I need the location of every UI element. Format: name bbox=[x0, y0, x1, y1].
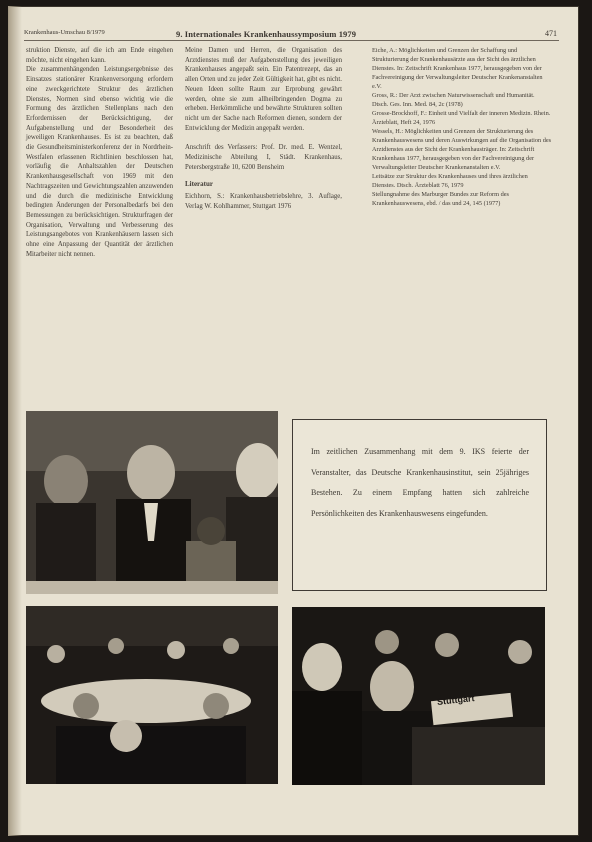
text-column-1 bbox=[26, 46, 173, 259]
photo-caption: Im zeitlichen Zusammenhang mit dem 9. IKS feierte der Veranstalter, das Deutsche Krankenhausinstitut, sein 25jähriges Bestehen. Zu einem Empfang hatten sich zahlreiche Persönlichkeiten des Krankenhauswesens eingefunden. bbox=[311, 447, 529, 519]
header-rule bbox=[24, 40, 559, 41]
photo-reception-conversation bbox=[26, 411, 278, 594]
author-address: Anschrift des Verfassers: Prof. Dr. med. E. Wentzel, Medizinische Abteilung I, Städt. Krankenhaus, Petersbergstraße 10, 6200 Bensheim bbox=[185, 144, 342, 171]
reference-item: Stellungnahme des Marburger Bundes zur Reform des Krankenhauswesens, ebd. / das und 24, 145 (1977) bbox=[372, 191, 509, 207]
reference-item: Grosse-Brockhoff, F.: Einheit und Vielfalt der inneren Medizin. Rhein. Ärzteblatt, Heft 24, 1976 bbox=[372, 110, 551, 126]
running-head-left: Krankenhaus-Umschau 8/1979 bbox=[24, 29, 105, 36]
reference-item: Eichhorn, S.: Krankenhausbetriebslehre, 3. Auflage, Verlag W. Kohlhammer, Stuttgart 1976 bbox=[185, 193, 342, 210]
paragraph: struktion Dienste, auf die ich am Ende eingehen möchte, nicht eingehen kann. bbox=[26, 47, 173, 64]
paragraph: Meine Damen und Herren, die Organisation des Arztdienstes muß der Aufgabenstellung des jeweiligen Krankenhauses angepaßt sein. Ein Patentrezept, das an allen Orten und zu jeder Zeit Gültigkeit hat, gibt es nicht. Neuen Ideen sollte Raum zur Erprobung gewährt werden, ohne sie zum allheilbringenden Dogma zu erheben. Herkömmliche und bewährte Strukturen sollten nicht um der Sache nach Reformen dienen, sondern der Entwicklung der Medizin angepaßt werden. bbox=[185, 47, 342, 132]
literature-heading: Literatur bbox=[185, 180, 213, 189]
paragraph: Die zusammenhängenden Leistungsergebnisse des Einsatzes stationärer Krankenversorgung erfordern eine zweckgerichtete Struktur des ärztlichen Dienstes, Normen sind ebenso wichtig wie die Formung des ärztlichen Stellenplans nach den Erfordernissen der Berücksichtigung, der Aufgabenstellung und der Besonderheit des jeweiligen Krankenhauses. Es ist zu beachten, daß die Gesundheitsministerkonferenz der in Nordrhein-Westfalen erlassenen Richtlinien beschlossen hat, vorläufig die Anhaltszahlen der Deutschen Krankenhausgesellschaft von 1969 mit den Nachtragszeiten und Gewichtungszahlen anzuwenden und die durch die medizinische Entwicklung bedingten Änderungen der Personalbedarfs bei den Bemessungen zu berücksichtigen. Strukturfragen der Organisation, Verwaltung und Verbesserung des Leistungsangebotes von Krankenhäusern lassen sich ohne eine Anpassung der Quantität der ärztlichen Mitarbeiter nicht nennen. bbox=[26, 66, 173, 258]
reference-item: Leitsätze zur Struktur des Krankenhauses und ihres ärztlichen Dienstes. Dtsch. Ärzteblatt 76, 1979 bbox=[372, 173, 528, 189]
text-column-2 bbox=[185, 46, 342, 212]
table-sign-text: Stuttgart bbox=[436, 693, 475, 707]
reference-item: Eiche, A.: Möglichkeiten und Grenzen der Schaffung und Strukturierung der Krankenhausärzte aus der Sicht des ärztlichen Dienstes. In: Zeitschrift Krankenhaus 1977, herausgegeben von der Fachvereinigung der Verwaltungsleiter Deutscher Krankenanstalten e.V. bbox=[372, 47, 543, 90]
photo-banquet-tables bbox=[26, 606, 278, 784]
reference-item: Gross, R.: Der Arzt zwischen Naturwissenschaft und Humanität. Dtsch. Ges. Inn. Med. 84, 2c (1978) bbox=[372, 92, 535, 108]
running-head-title: 9. Internationales Krankenhaussymposium 1979 bbox=[176, 29, 357, 39]
reference-item: Wessels, H.: Möglichkeiten und Grenzen der Strukturierung des Krankenhauswesens und deren Auswirkungen auf die Organisation des Arztdienstes aus der Sicht der Krankenhausträger. In: Zeitschrift Krankenhaus 1977, herausgegeben von der Fachvereinigung der Verwaltungsleiter Deutscher Krankenanstalten e.V. bbox=[372, 128, 552, 171]
photo-guests-at-table bbox=[292, 607, 545, 785]
page-number: 471 bbox=[545, 29, 557, 38]
photo-caption-box bbox=[292, 419, 547, 591]
journal-page bbox=[8, 6, 579, 836]
references-column bbox=[372, 46, 552, 208]
